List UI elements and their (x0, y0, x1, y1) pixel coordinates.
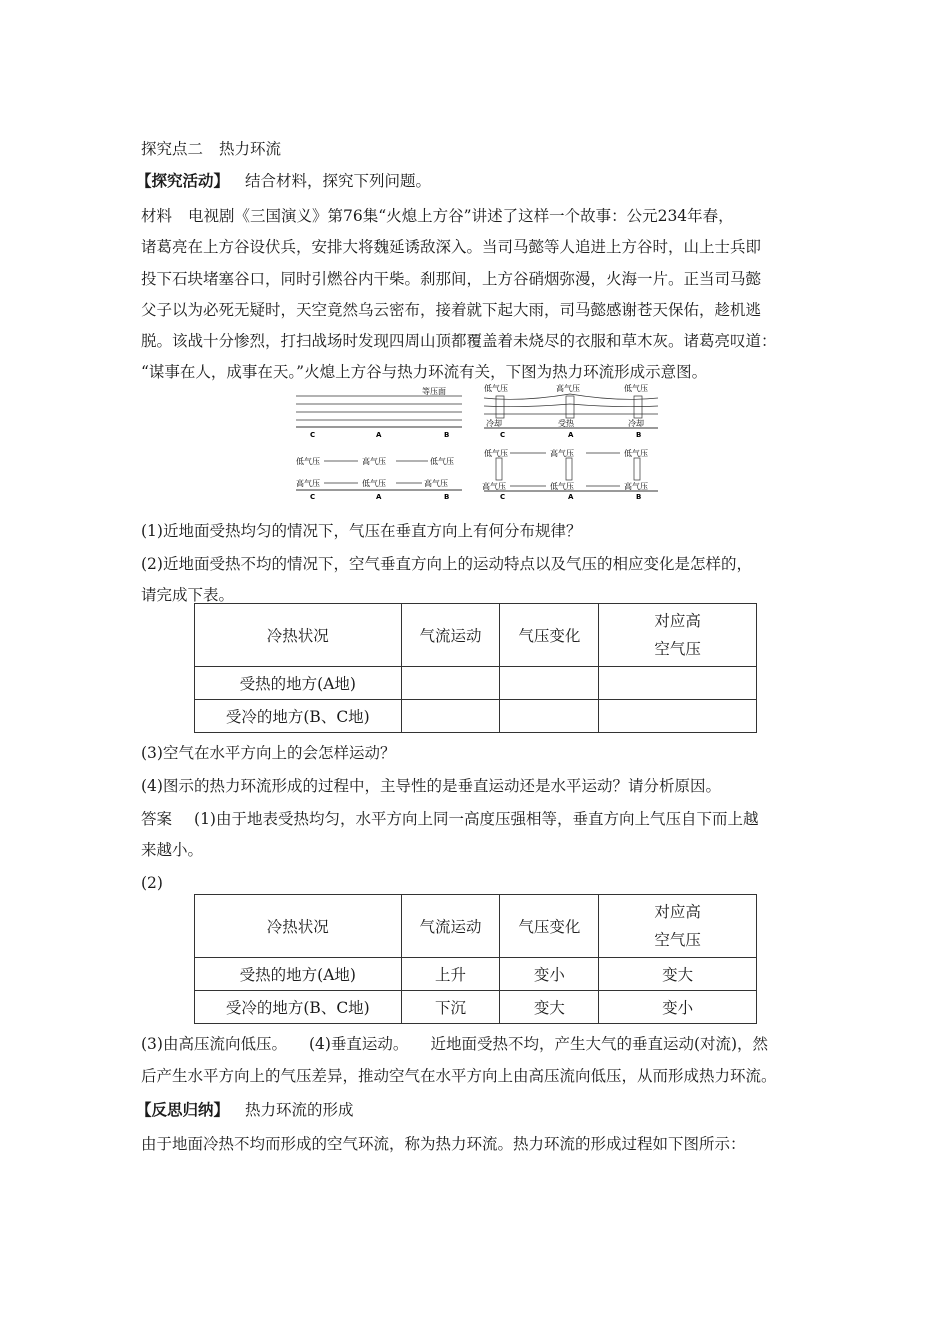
question-3: (3)空气在水平方向上的会怎样运动？ (141, 744, 396, 762)
svg-text:C: C (310, 493, 316, 500)
thermal-circulation-figure-right (482, 382, 660, 500)
table-row: 受冷的地方(B、C地) (195, 700, 757, 733)
answer-4-line-2: 后产生水平方向上的气压差异，推动空气在水平方向上由高压流向低压，从而形成热力环流。 (141, 1067, 777, 1085)
material-line-6: “谋事在人，成事在天。”火熄上方谷与热力环流有关，下图为热力环流形成示意图。 (141, 363, 708, 381)
question-2-line-2: 请完成下表。 (141, 586, 235, 604)
svg-text:低气压: 低气压 (550, 482, 574, 491)
blank-table (194, 603, 757, 733)
material-line-1: 材料 电视剧《三国演义》第76集“火熄上方谷”讲述了这样一个故事：公元234年春， (141, 207, 734, 225)
svg-text:B: B (636, 431, 642, 439)
header-pressure: 气压变化 (500, 604, 599, 667)
activity-line (136, 171, 431, 191)
panel-vertical (484, 383, 658, 439)
answer-2-label: (2) (141, 874, 163, 892)
svg-text:低气压: 低气压 (484, 384, 508, 393)
svg-text:A: A (376, 493, 382, 500)
table-header-row: 冷热状况 气流运动 气压变化 对应高 空气压 (195, 895, 757, 958)
svg-text:A: A (568, 493, 574, 500)
table-header-row (195, 604, 757, 667)
svg-text:高气压: 高气压 (624, 482, 648, 491)
panel-circulation (482, 448, 658, 500)
answer-3-4: (3)由高压流向低压。 (4)垂直运动。 近地面受热不均，产生大气的垂直运动(对流)，然 (141, 1035, 769, 1053)
panel-horizontal (296, 456, 462, 500)
svg-text:高气压: 高气压 (482, 482, 506, 491)
svg-text:冷却: 冷却 (628, 419, 644, 428)
svg-text:B: B (444, 493, 450, 500)
point-a-1: A (376, 431, 382, 439)
svg-text:低气压: 低气压 (362, 479, 386, 488)
question-2-line-1: (2)近地面受热不均的情况下，空气垂直方向上的运动特点以及气压的相应变化是怎样的， (141, 555, 752, 573)
answer-line-1: 答案 (1)由于地表受热均匀，水平方向上同一高度压强相等，垂直方向上气压自下而上越 (141, 810, 759, 828)
answer-line-2: 来越小。 (141, 841, 204, 859)
table-row: 受热的地方(A地) (195, 667, 757, 700)
header-airflow: 气流运动 (401, 604, 500, 667)
activity-tag: 【探究活动】 (136, 171, 230, 190)
svg-text:低气压: 低气压 (430, 457, 454, 466)
point-c-1: C (310, 431, 316, 439)
table-row: 受热的地方(A地) 上升 变小 变大 (195, 958, 757, 991)
svg-text:高气压: 高气压 (296, 479, 320, 488)
material-line-4: 父子以为必死无疑时，天空竟然乌云密布，接着就下起大雨，司马懿感谢苍天保佑，趁机逃 (141, 301, 762, 319)
activity-text: 结合材料，探究下列问题。 (245, 172, 432, 190)
svg-text:C: C (500, 431, 506, 439)
answer-table (194, 894, 757, 1024)
material-label: 材料 (141, 207, 173, 225)
panel-uniform (296, 386, 462, 439)
svg-text:高气压: 高气压 (556, 384, 580, 393)
svg-text:高气压: 高气压 (550, 449, 574, 458)
question-4: (4)图示的热力环流形成的过程中，主导性的是垂直运动还是水平运动？请分析原因。 (141, 777, 721, 795)
section-title (141, 139, 281, 159)
thermal-circulation-figure (294, 382, 466, 500)
svg-text:受热: 受热 (558, 419, 574, 428)
svg-text:低气压: 低气压 (484, 449, 508, 458)
reflection-tag: 【反思归纳】 (136, 1100, 230, 1119)
svg-text:C: C (500, 493, 506, 500)
question-1: (1)近地面受热均匀的情况下，气压在垂直方向上有何分布规律？ (141, 522, 582, 540)
header-status: 冷热状况 (195, 604, 402, 667)
svg-text:A: A (568, 431, 574, 439)
reflection-title: 热力环流的形成 (245, 1101, 354, 1119)
svg-text:低气压: 低气压 (624, 449, 648, 458)
material-line-5: 脱。该战十分惨烈，打扫战场时发现四周山顶都覆盖着未烧尽的衣服和草木灰。诸葛亮叹道： (141, 332, 777, 350)
material-line-2: 诸葛亮在上方谷设伏兵，安排大将魏延诱敌深入。当司马懿等人追进上方谷时，山上士兵即 (141, 238, 762, 256)
svg-text:高气压: 高气压 (362, 457, 386, 466)
section-label: 探究点二 (141, 140, 204, 158)
header-upper-pressure: 对应高 空气压 (599, 604, 757, 667)
svg-text:冷却: 冷却 (486, 419, 502, 428)
answer-label: 答案 (141, 810, 173, 828)
svg-text:低气压: 低气压 (296, 457, 320, 466)
svg-text:低气压: 低气压 (624, 384, 648, 393)
point-b-1: B (444, 431, 450, 439)
material-line-3: 投下石块堵塞谷口，同时引燃谷内干柴。刹那间，上方谷硝烟弥漫，火海一片。正当司马懿 (141, 270, 762, 288)
closing-text: 由于地面冷热不均而形成的空气环流，称为热力环流。热力环流的形成过程如下图所示： (141, 1135, 746, 1153)
reflection-line (136, 1100, 354, 1120)
svg-text:高气压: 高气压 (424, 479, 448, 488)
svg-text:B: B (636, 493, 642, 500)
section-heading: 热力环流 (219, 140, 282, 158)
isobar-label: 等压面 (422, 387, 446, 396)
table-row: 受冷的地方(B、C地) 下沉 变大 变小 (195, 991, 757, 1024)
